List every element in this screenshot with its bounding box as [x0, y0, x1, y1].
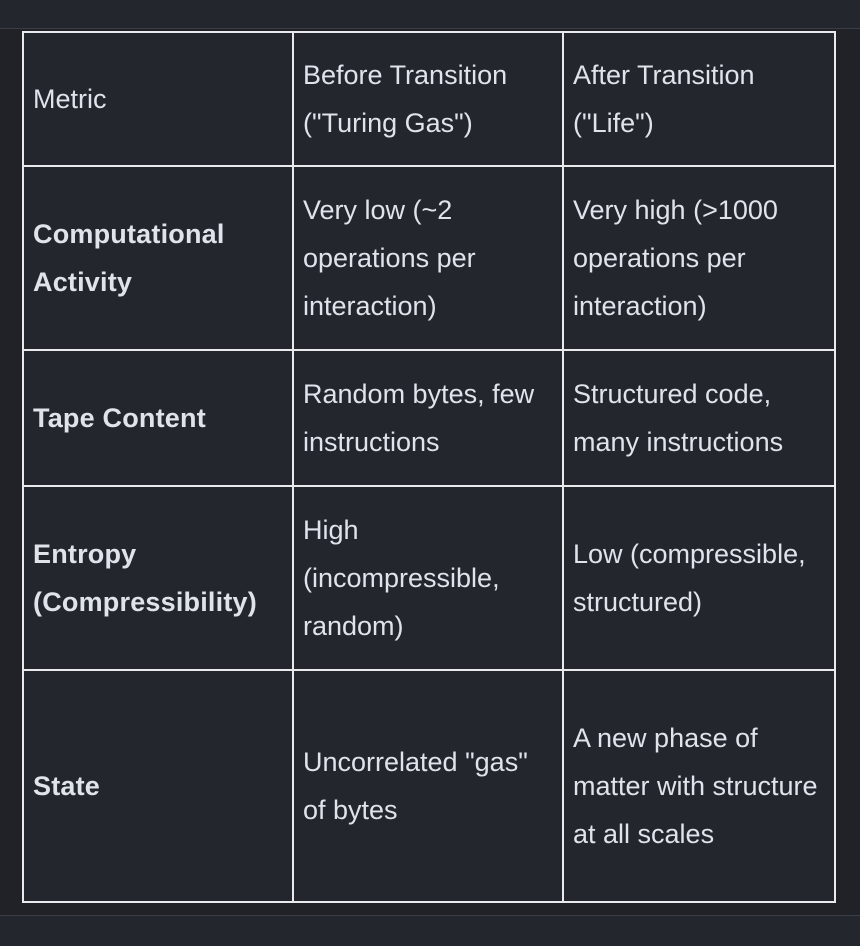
table-row [23, 486, 835, 670]
after-cell: Structured code, many instructions [563, 350, 835, 486]
table-header-row [23, 32, 835, 166]
header-cell-before: Before Transition ("Turing Gas") [293, 32, 563, 166]
before-cell: Uncorrelated "gas" of bytes [293, 670, 563, 902]
header-cell-metric: Metric [23, 32, 293, 166]
comparison-table [22, 31, 836, 903]
metric-cell: Entropy (Compressibility) [23, 486, 293, 670]
metric-cell: State [23, 670, 293, 902]
before-cell: Very low (~2 operations per interaction) [293, 166, 563, 350]
after-cell: Low (compressible, structured) [563, 486, 835, 670]
before-cell: Random bytes, few instructions [293, 350, 563, 486]
content-panel [0, 28, 860, 916]
metric-cell: Tape Content [23, 350, 293, 486]
table-row [23, 670, 835, 902]
table-row [23, 350, 835, 486]
header-cell-after: After Transition ("Life") [563, 32, 835, 166]
after-cell: A new phase of matter with structure at all scales [563, 670, 835, 902]
table-row [23, 166, 835, 350]
metric-cell: Computational Activity [23, 166, 293, 350]
after-cell: Very high (>1000 operations per interaction) [563, 166, 835, 350]
before-cell: High (incompressible, random) [293, 486, 563, 670]
